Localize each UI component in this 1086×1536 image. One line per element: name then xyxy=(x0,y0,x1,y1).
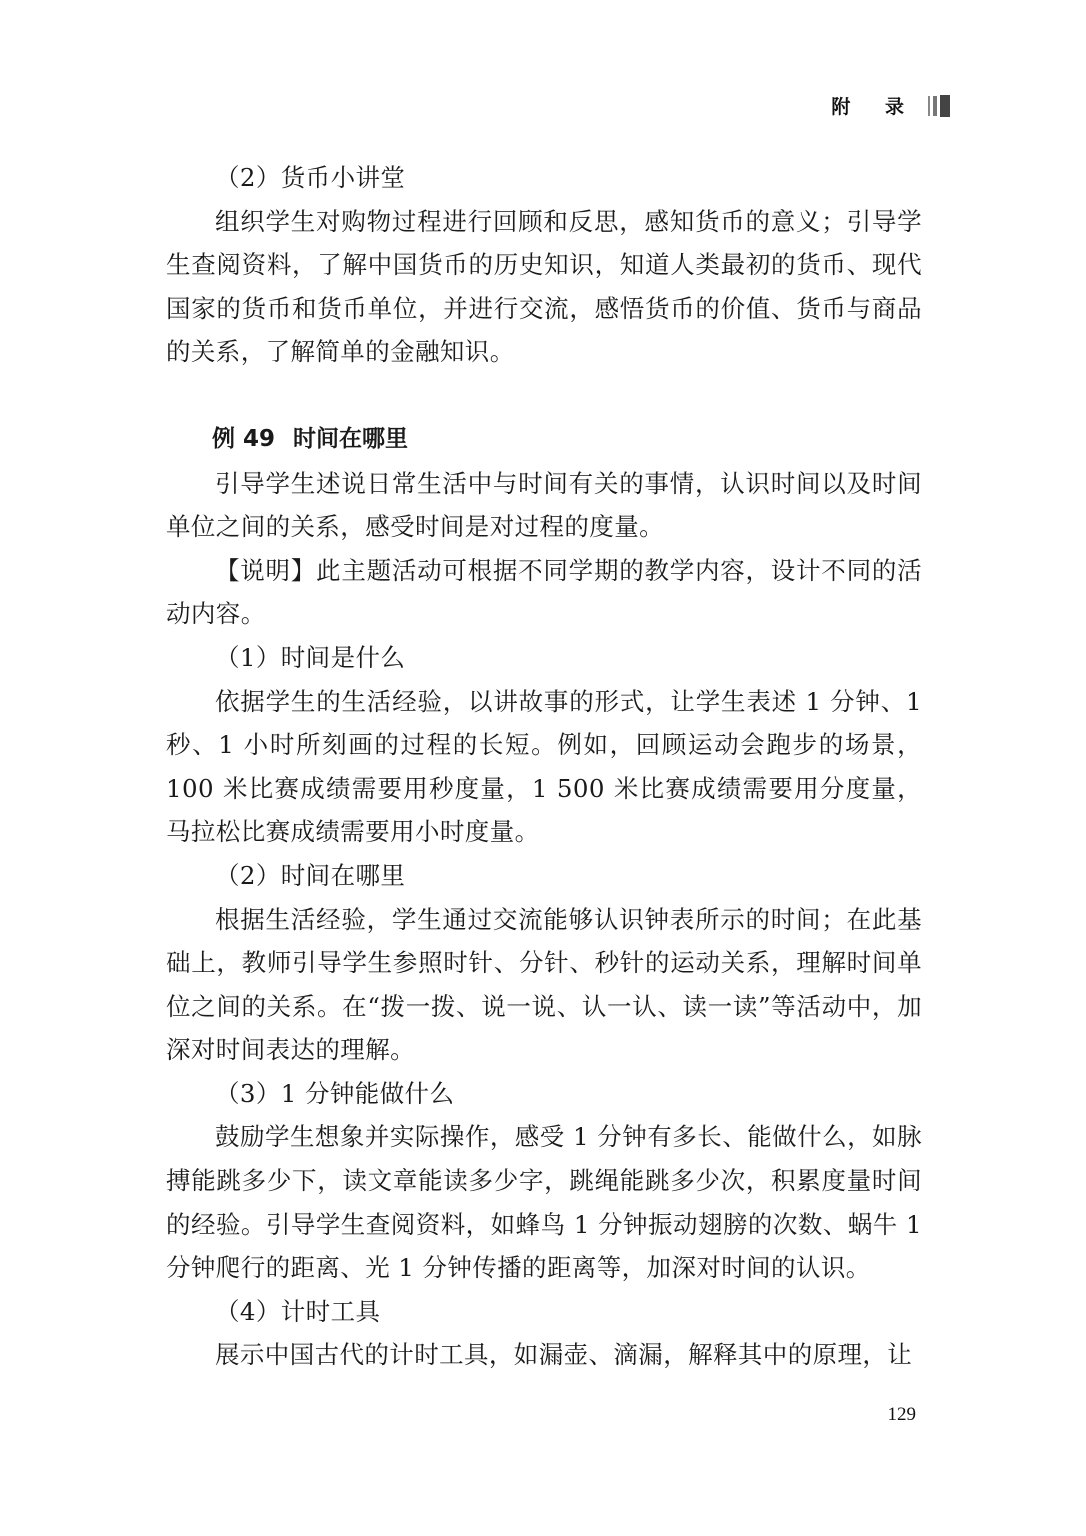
example-heading xyxy=(166,418,922,462)
subsection-title-currency: （2）货币小讲堂 xyxy=(215,163,406,192)
section-label: 附 录 xyxy=(831,96,918,118)
page-content xyxy=(166,156,922,1377)
example-title: 时间在哪里 xyxy=(293,425,409,452)
example-number: 例 49 xyxy=(212,425,276,452)
page-number: 129 xyxy=(887,1404,916,1425)
paragraph-example-intro: 引导学生述说日常生活中与时间有关的事情，认识时间以及时间单位之间的关系，感受时间是对过程的度量。 xyxy=(166,468,922,542)
header-bar-thin xyxy=(928,96,930,116)
paragraph-note: 【说明】此主题活动可根据不同学期的教学内容，设计不同的活动内容。 xyxy=(166,555,922,629)
paragraph-currency: 组织学生对购物过程进行回顾和反思，感知货币的意义；引导学生查阅资料，了解中国货币的历史知识，知道人类最初的货币、现代国家的货币和货币单位，并进行交流，感悟货币的价值、货币与商品的关系，了解简单的金融知识。 xyxy=(166,206,922,367)
paragraph-1: 依据学生的生活经验，以讲故事的形式，让学生表述 1 分钟、1 秒、1 小时所刻画的过程的长短。例如，回顾运动会跑步的场景，100 米比赛成绩需要用秒度量，1 500 米比赛成绩需要用分度量，马拉松比赛成绩需要用小时度量。 xyxy=(166,686,922,847)
header-bars-icon xyxy=(928,95,950,117)
subsection-title-4: （4）计时工具 xyxy=(215,1296,381,1326)
running-header xyxy=(831,92,950,119)
paragraph-2: 根据生活经验，学生通过交流能够认识钟表所示的时间；在此基础上，教师引导学生参照时针、分针、秒针的运动关系，理解时间单位之间的关系。在“拨一拨、说一说、认一认、读一读”等活动中，加深对时间表达的理解。 xyxy=(166,904,922,1065)
header-bar-thick xyxy=(940,95,950,117)
subsection-title-3: （3）1 分钟能做什么 xyxy=(215,1078,455,1108)
subsection-title-1: （1）时间是什么 xyxy=(215,642,406,672)
paragraph-3: 鼓励学生想象并实际操作，感受 1 分钟有多长、能做什么，如脉搏能跳多少下，读文章能读多少字，跳绳能跳多少次，积累度量时间的经验。引导学生查阅资料，如蜂鸟 1 分钟振动翅膀的次数、蜗牛 1 分钟爬行的距离、光 1 分钟传播的距离等，加深对时间的认识。 xyxy=(166,1122,922,1283)
header-bar-mid xyxy=(933,96,937,116)
subsection-title-2: （2）时间在哪里 xyxy=(215,860,406,890)
paragraph-4: 展示中国古代的计时工具，如漏壶、滴漏，解释其中的原理，让 xyxy=(215,1340,913,1370)
